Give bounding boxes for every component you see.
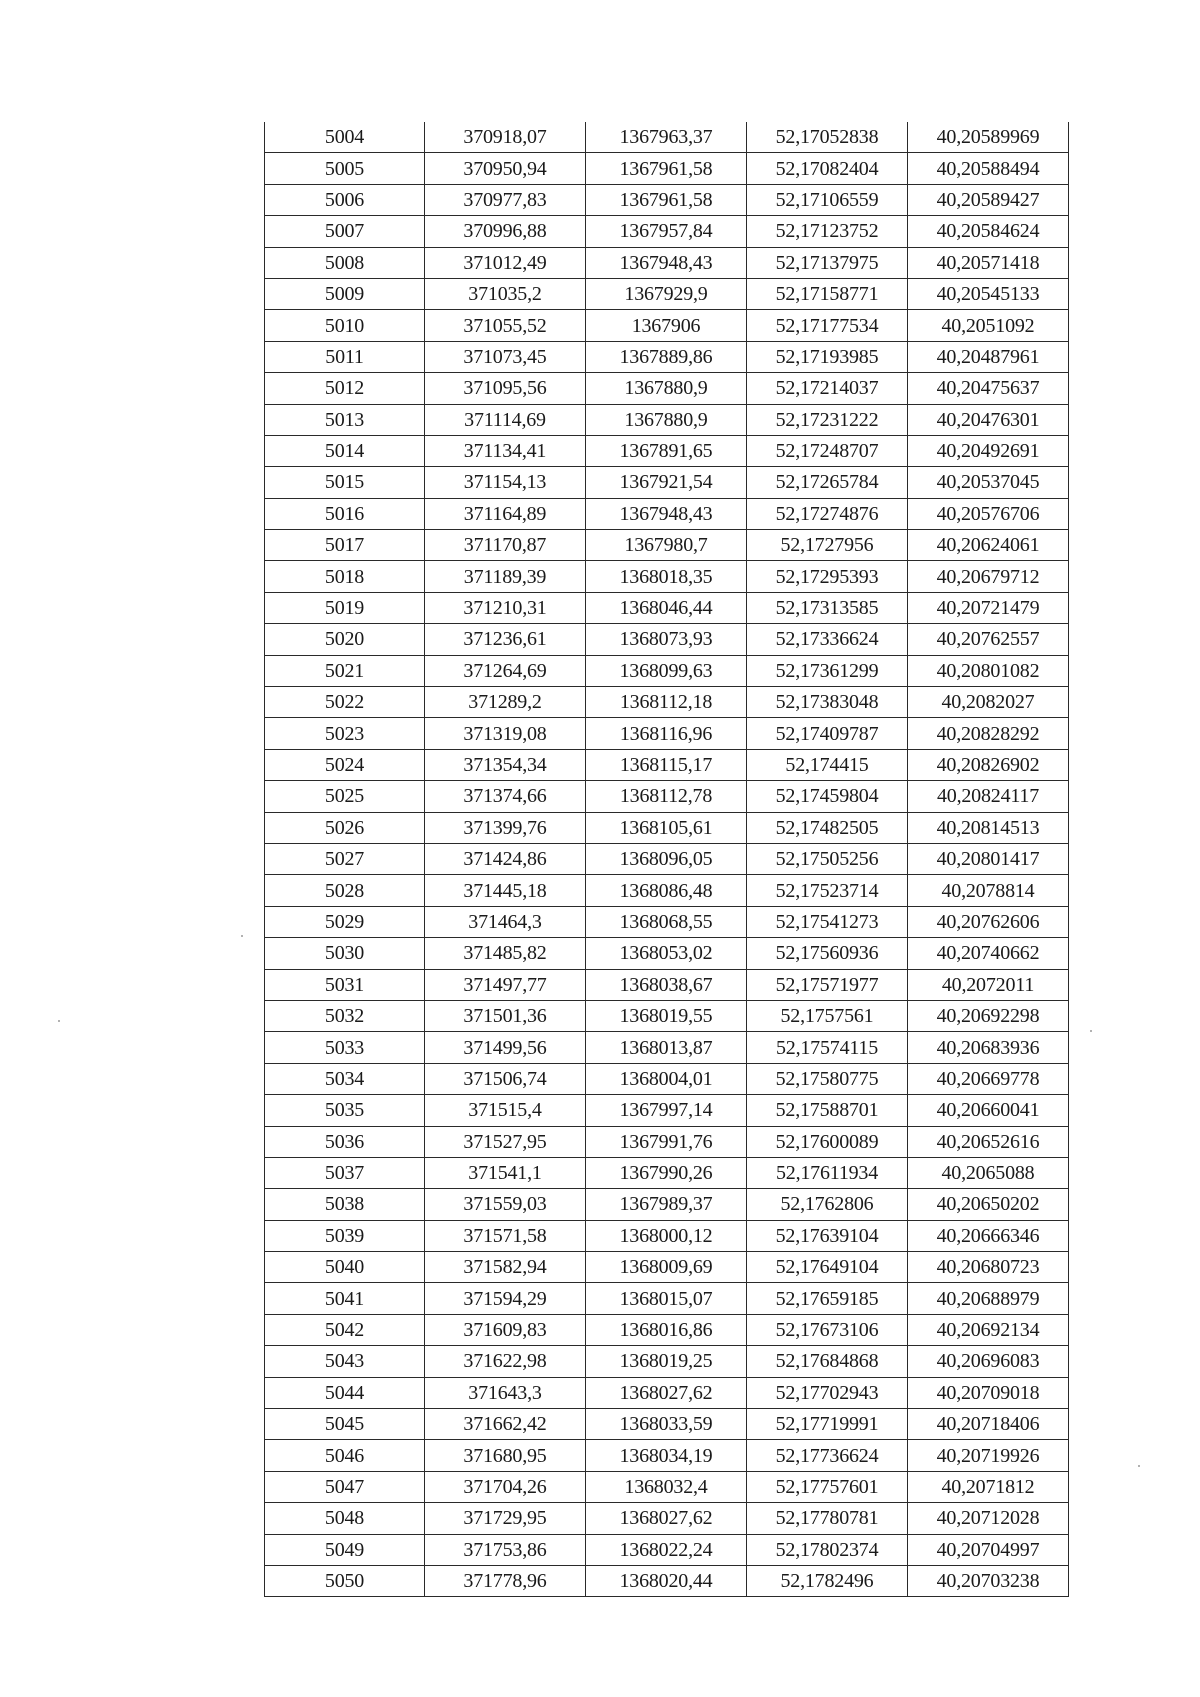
table-row [265, 843, 1069, 874]
y-coordinate-cell: 1367961,58 [586, 184, 747, 215]
x-coordinate-cell: 371012,49 [425, 247, 586, 278]
y-coordinate-cell: 1368019,55 [586, 1000, 747, 1031]
table-row [265, 592, 1069, 623]
latitude-cell: 52,1782496 [747, 1565, 908, 1596]
x-coordinate-cell: 371464,3 [425, 906, 586, 937]
latitude-cell: 52,17383048 [747, 687, 908, 718]
table-row [265, 969, 1069, 1000]
point-number-cell: 5035 [265, 1095, 425, 1126]
x-coordinate-cell: 371704,26 [425, 1471, 586, 1502]
latitude-cell: 52,174415 [747, 749, 908, 780]
point-number-cell: 5028 [265, 875, 425, 906]
table-row [265, 530, 1069, 561]
table-row [265, 1189, 1069, 1220]
point-number-cell: 5050 [265, 1565, 425, 1596]
y-coordinate-cell: 1368019,25 [586, 1346, 747, 1377]
y-coordinate-cell: 1368116,96 [586, 718, 747, 749]
latitude-cell: 52,17482505 [747, 812, 908, 843]
longitude-cell: 40,20826902 [908, 749, 1069, 780]
latitude-cell: 52,17780781 [747, 1503, 908, 1534]
latitude-cell: 52,17248707 [747, 435, 908, 466]
x-coordinate-cell: 371399,76 [425, 812, 586, 843]
longitude-cell: 40,20719926 [908, 1440, 1069, 1471]
y-coordinate-cell: 1368086,48 [586, 875, 747, 906]
x-coordinate-cell: 371264,69 [425, 655, 586, 686]
x-coordinate-cell: 370977,83 [425, 184, 586, 215]
longitude-cell: 40,20475637 [908, 373, 1069, 404]
y-coordinate-cell: 1368099,63 [586, 655, 747, 686]
point-number-cell: 5006 [265, 184, 425, 215]
latitude-cell: 52,17684868 [747, 1346, 908, 1377]
point-number-cell: 5032 [265, 1000, 425, 1031]
scan-speck [1090, 1030, 1092, 1032]
point-number-cell: 5015 [265, 467, 425, 498]
longitude-cell: 40,20492691 [908, 435, 1069, 466]
longitude-cell: 40,20589427 [908, 184, 1069, 215]
point-number-cell: 5049 [265, 1534, 425, 1565]
latitude-cell: 52,17409787 [747, 718, 908, 749]
latitude-cell: 52,17082404 [747, 153, 908, 184]
y-coordinate-cell: 1367989,37 [586, 1189, 747, 1220]
y-coordinate-cell: 1367891,65 [586, 435, 747, 466]
x-coordinate-cell: 371497,77 [425, 969, 586, 1000]
longitude-cell: 40,20696083 [908, 1346, 1069, 1377]
x-coordinate-cell: 371527,95 [425, 1126, 586, 1157]
x-coordinate-cell: 371609,83 [425, 1314, 586, 1345]
longitude-cell: 40,20669778 [908, 1063, 1069, 1094]
longitude-cell: 40,20704997 [908, 1534, 1069, 1565]
y-coordinate-cell: 1367957,84 [586, 216, 747, 247]
longitude-cell: 40,20487961 [908, 341, 1069, 372]
longitude-cell: 40,20762557 [908, 624, 1069, 655]
table-row [265, 310, 1069, 341]
x-coordinate-cell: 371485,82 [425, 938, 586, 969]
point-number-cell: 5018 [265, 561, 425, 592]
table-row [265, 1377, 1069, 1408]
y-coordinate-cell: 1367880,9 [586, 373, 747, 404]
latitude-cell: 52,17600089 [747, 1126, 908, 1157]
table-row [265, 749, 1069, 780]
table-row [265, 1126, 1069, 1157]
longitude-cell: 40,20709018 [908, 1377, 1069, 1408]
y-coordinate-cell: 1368068,55 [586, 906, 747, 937]
longitude-cell: 40,2051092 [908, 310, 1069, 341]
latitude-cell: 52,17757601 [747, 1471, 908, 1502]
latitude-cell: 52,17523714 [747, 875, 908, 906]
y-coordinate-cell: 1368032,4 [586, 1471, 747, 1502]
latitude-cell: 52,1727956 [747, 530, 908, 561]
latitude-cell: 52,17571977 [747, 969, 908, 1000]
y-coordinate-cell: 1368115,17 [586, 749, 747, 780]
table-row [265, 1220, 1069, 1251]
point-number-cell: 5012 [265, 373, 425, 404]
y-coordinate-cell: 1368000,12 [586, 1220, 747, 1251]
latitude-cell: 52,17505256 [747, 843, 908, 874]
point-number-cell: 5044 [265, 1377, 425, 1408]
point-number-cell: 5041 [265, 1283, 425, 1314]
latitude-cell: 52,1762806 [747, 1189, 908, 1220]
coordinates-table [264, 122, 1069, 1597]
latitude-cell: 52,17611934 [747, 1157, 908, 1188]
x-coordinate-cell: 371154,13 [425, 467, 586, 498]
latitude-cell: 52,17580775 [747, 1063, 908, 1094]
point-number-cell: 5027 [265, 843, 425, 874]
table-row [265, 1471, 1069, 1502]
latitude-cell: 52,17802374 [747, 1534, 908, 1565]
y-coordinate-cell: 1367948,43 [586, 247, 747, 278]
point-number-cell: 5031 [265, 969, 425, 1000]
latitude-cell: 52,17702943 [747, 1377, 908, 1408]
x-coordinate-cell: 371680,95 [425, 1440, 586, 1471]
latitude-cell: 52,17123752 [747, 216, 908, 247]
table-row [265, 467, 1069, 498]
x-coordinate-cell: 371515,4 [425, 1095, 586, 1126]
x-coordinate-cell: 371506,74 [425, 1063, 586, 1094]
longitude-cell: 40,20545133 [908, 278, 1069, 309]
point-number-cell: 5005 [265, 153, 425, 184]
y-coordinate-cell: 1367921,54 [586, 467, 747, 498]
point-number-cell: 5014 [265, 435, 425, 466]
latitude-cell: 52,17659185 [747, 1283, 908, 1314]
longitude-cell: 40,20650202 [908, 1189, 1069, 1220]
table-row [265, 687, 1069, 718]
table-row [265, 1157, 1069, 1188]
table-row [265, 718, 1069, 749]
x-coordinate-cell: 371424,86 [425, 843, 586, 874]
point-number-cell: 5042 [265, 1314, 425, 1345]
longitude-cell: 40,20571418 [908, 247, 1069, 278]
latitude-cell: 52,17313585 [747, 592, 908, 623]
y-coordinate-cell: 1367906 [586, 310, 747, 341]
point-number-cell: 5029 [265, 906, 425, 937]
point-number-cell: 5009 [265, 278, 425, 309]
latitude-cell: 52,17574115 [747, 1032, 908, 1063]
longitude-cell: 40,2078814 [908, 875, 1069, 906]
x-coordinate-cell: 371354,34 [425, 749, 586, 780]
coordinates-table-body [265, 122, 1069, 1597]
longitude-cell: 40,20660041 [908, 1095, 1069, 1126]
longitude-cell: 40,20801417 [908, 843, 1069, 874]
longitude-cell: 40,20828292 [908, 718, 1069, 749]
longitude-cell: 40,20824117 [908, 781, 1069, 812]
table-row [265, 435, 1069, 466]
scan-speck [58, 1020, 60, 1022]
y-coordinate-cell: 1368096,05 [586, 843, 747, 874]
table-row [265, 655, 1069, 686]
x-coordinate-cell: 370996,88 [425, 216, 586, 247]
x-coordinate-cell: 371236,61 [425, 624, 586, 655]
table-row [265, 1095, 1069, 1126]
y-coordinate-cell: 1368016,86 [586, 1314, 747, 1345]
point-number-cell: 5034 [265, 1063, 425, 1094]
table-row [265, 1000, 1069, 1031]
table-row [265, 216, 1069, 247]
y-coordinate-cell: 1368022,24 [586, 1534, 747, 1565]
x-coordinate-cell: 371753,86 [425, 1534, 586, 1565]
y-coordinate-cell: 1368020,44 [586, 1565, 747, 1596]
point-number-cell: 5043 [265, 1346, 425, 1377]
table-row [265, 906, 1069, 937]
y-coordinate-cell: 1367929,9 [586, 278, 747, 309]
x-coordinate-cell: 371643,3 [425, 1377, 586, 1408]
latitude-cell: 52,17639104 [747, 1220, 908, 1251]
longitude-cell: 40,20692134 [908, 1314, 1069, 1345]
latitude-cell: 52,17361299 [747, 655, 908, 686]
table-row [265, 1346, 1069, 1377]
x-coordinate-cell: 371622,98 [425, 1346, 586, 1377]
x-coordinate-cell: 371729,95 [425, 1503, 586, 1534]
point-number-cell: 5033 [265, 1032, 425, 1063]
longitude-cell: 40,20652616 [908, 1126, 1069, 1157]
y-coordinate-cell: 1368046,44 [586, 592, 747, 623]
table-row [265, 247, 1069, 278]
latitude-cell: 52,17336624 [747, 624, 908, 655]
y-coordinate-cell: 1368053,02 [586, 938, 747, 969]
table-row [265, 624, 1069, 655]
x-coordinate-cell: 371170,87 [425, 530, 586, 561]
point-number-cell: 5020 [265, 624, 425, 655]
x-coordinate-cell: 371594,29 [425, 1283, 586, 1314]
table-row [265, 278, 1069, 309]
latitude-cell: 52,17106559 [747, 184, 908, 215]
table-row [265, 561, 1069, 592]
longitude-cell: 40,20666346 [908, 1220, 1069, 1251]
latitude-cell: 52,17052838 [747, 122, 908, 153]
longitude-cell: 40,20624061 [908, 530, 1069, 561]
table-row [265, 153, 1069, 184]
table-row [265, 373, 1069, 404]
table-row [265, 122, 1069, 153]
x-coordinate-cell: 371289,2 [425, 687, 586, 718]
point-number-cell: 5013 [265, 404, 425, 435]
longitude-cell: 40,20801082 [908, 655, 1069, 686]
longitude-cell: 40,20679712 [908, 561, 1069, 592]
point-number-cell: 5047 [265, 1471, 425, 1502]
longitude-cell: 40,20589969 [908, 122, 1069, 153]
y-coordinate-cell: 1367991,76 [586, 1126, 747, 1157]
latitude-cell: 52,17736624 [747, 1440, 908, 1471]
x-coordinate-cell: 371662,42 [425, 1409, 586, 1440]
latitude-cell: 52,17295393 [747, 561, 908, 592]
y-coordinate-cell: 1368112,18 [586, 687, 747, 718]
table-row [265, 781, 1069, 812]
table-row [265, 1503, 1069, 1534]
table-row [265, 1565, 1069, 1596]
table-row [265, 1409, 1069, 1440]
x-coordinate-cell: 370918,07 [425, 122, 586, 153]
table-row [265, 1440, 1069, 1471]
latitude-cell: 52,17137975 [747, 247, 908, 278]
longitude-cell: 40,20576706 [908, 498, 1069, 529]
longitude-cell: 40,20683936 [908, 1032, 1069, 1063]
x-coordinate-cell: 371559,03 [425, 1189, 586, 1220]
x-coordinate-cell: 371134,41 [425, 435, 586, 466]
y-coordinate-cell: 1367980,7 [586, 530, 747, 561]
latitude-cell: 52,17673106 [747, 1314, 908, 1345]
point-number-cell: 5016 [265, 498, 425, 529]
table-row [265, 1063, 1069, 1094]
latitude-cell: 52,17231222 [747, 404, 908, 435]
latitude-cell: 52,17214037 [747, 373, 908, 404]
x-coordinate-cell: 371501,36 [425, 1000, 586, 1031]
y-coordinate-cell: 1368015,07 [586, 1283, 747, 1314]
x-coordinate-cell: 371164,89 [425, 498, 586, 529]
table-row [265, 1314, 1069, 1345]
point-number-cell: 5030 [265, 938, 425, 969]
y-coordinate-cell: 1367889,86 [586, 341, 747, 372]
x-coordinate-cell: 371319,08 [425, 718, 586, 749]
y-coordinate-cell: 1368034,19 [586, 1440, 747, 1471]
latitude-cell: 52,17158771 [747, 278, 908, 309]
point-number-cell: 5037 [265, 1157, 425, 1188]
y-coordinate-cell: 1368073,93 [586, 624, 747, 655]
point-number-cell: 5039 [265, 1220, 425, 1251]
point-number-cell: 5007 [265, 216, 425, 247]
latitude-cell: 52,17541273 [747, 906, 908, 937]
point-number-cell: 5008 [265, 247, 425, 278]
table-row [265, 1252, 1069, 1283]
x-coordinate-cell: 371499,56 [425, 1032, 586, 1063]
y-coordinate-cell: 1368105,61 [586, 812, 747, 843]
latitude-cell: 52,1757561 [747, 1000, 908, 1031]
x-coordinate-cell: 371035,2 [425, 278, 586, 309]
longitude-cell: 40,2082027 [908, 687, 1069, 718]
point-number-cell: 5026 [265, 812, 425, 843]
latitude-cell: 52,17177534 [747, 310, 908, 341]
longitude-cell: 40,2072011 [908, 969, 1069, 1000]
point-number-cell: 5011 [265, 341, 425, 372]
point-number-cell: 5021 [265, 655, 425, 686]
point-number-cell: 5048 [265, 1503, 425, 1534]
point-number-cell: 5036 [265, 1126, 425, 1157]
y-coordinate-cell: 1368027,62 [586, 1377, 747, 1408]
table-row [265, 1283, 1069, 1314]
table-row [265, 812, 1069, 843]
y-coordinate-cell: 1367963,37 [586, 122, 747, 153]
y-coordinate-cell: 1368018,35 [586, 561, 747, 592]
y-coordinate-cell: 1368013,87 [586, 1032, 747, 1063]
point-number-cell: 5045 [265, 1409, 425, 1440]
longitude-cell: 40,20740662 [908, 938, 1069, 969]
longitude-cell: 40,2071812 [908, 1471, 1069, 1502]
point-number-cell: 5004 [265, 122, 425, 153]
y-coordinate-cell: 1368038,67 [586, 969, 747, 1000]
x-coordinate-cell: 371571,58 [425, 1220, 586, 1251]
latitude-cell: 52,17719991 [747, 1409, 908, 1440]
x-coordinate-cell: 370950,94 [425, 153, 586, 184]
scan-speck [241, 935, 243, 937]
y-coordinate-cell: 1368009,69 [586, 1252, 747, 1283]
point-number-cell: 5023 [265, 718, 425, 749]
table-row [265, 1534, 1069, 1565]
longitude-cell: 40,20692298 [908, 1000, 1069, 1031]
x-coordinate-cell: 371374,66 [425, 781, 586, 812]
latitude-cell: 52,17265784 [747, 467, 908, 498]
x-coordinate-cell: 371445,18 [425, 875, 586, 906]
longitude-cell: 40,20688979 [908, 1283, 1069, 1314]
latitude-cell: 52,17459804 [747, 781, 908, 812]
latitude-cell: 52,17193985 [747, 341, 908, 372]
y-coordinate-cell: 1368004,01 [586, 1063, 747, 1094]
longitude-cell: 40,20762606 [908, 906, 1069, 937]
y-coordinate-cell: 1367997,14 [586, 1095, 747, 1126]
table-row [265, 498, 1069, 529]
table-row [265, 875, 1069, 906]
point-number-cell: 5025 [265, 781, 425, 812]
x-coordinate-cell: 371189,39 [425, 561, 586, 592]
longitude-cell: 40,20814513 [908, 812, 1069, 843]
y-coordinate-cell: 1367948,43 [586, 498, 747, 529]
y-coordinate-cell: 1367961,58 [586, 153, 747, 184]
longitude-cell: 40,2065088 [908, 1157, 1069, 1188]
longitude-cell: 40,20680723 [908, 1252, 1069, 1283]
point-number-cell: 5024 [265, 749, 425, 780]
table-row [265, 938, 1069, 969]
x-coordinate-cell: 371778,96 [425, 1565, 586, 1596]
latitude-cell: 52,17588701 [747, 1095, 908, 1126]
x-coordinate-cell: 371541,1 [425, 1157, 586, 1188]
x-coordinate-cell: 371073,45 [425, 341, 586, 372]
table-row [265, 341, 1069, 372]
point-number-cell: 5022 [265, 687, 425, 718]
x-coordinate-cell: 371055,52 [425, 310, 586, 341]
latitude-cell: 52,17560936 [747, 938, 908, 969]
x-coordinate-cell: 371095,56 [425, 373, 586, 404]
y-coordinate-cell: 1367880,9 [586, 404, 747, 435]
y-coordinate-cell: 1368033,59 [586, 1409, 747, 1440]
table-row [265, 1032, 1069, 1063]
point-number-cell: 5010 [265, 310, 425, 341]
point-number-cell: 5038 [265, 1189, 425, 1220]
x-coordinate-cell: 371114,69 [425, 404, 586, 435]
longitude-cell: 40,20584624 [908, 216, 1069, 247]
scan-speck [1138, 1465, 1140, 1467]
point-number-cell: 5040 [265, 1252, 425, 1283]
point-number-cell: 5017 [265, 530, 425, 561]
x-coordinate-cell: 371582,94 [425, 1252, 586, 1283]
longitude-cell: 40,20537045 [908, 467, 1069, 498]
longitude-cell: 40,20721479 [908, 592, 1069, 623]
point-number-cell: 5019 [265, 592, 425, 623]
y-coordinate-cell: 1368112,78 [586, 781, 747, 812]
longitude-cell: 40,20476301 [908, 404, 1069, 435]
point-number-cell: 5046 [265, 1440, 425, 1471]
table-row [265, 404, 1069, 435]
y-coordinate-cell: 1367990,26 [586, 1157, 747, 1188]
longitude-cell: 40,20588494 [908, 153, 1069, 184]
longitude-cell: 40,20712028 [908, 1503, 1069, 1534]
latitude-cell: 52,17274876 [747, 498, 908, 529]
table-row [265, 184, 1069, 215]
y-coordinate-cell: 1368027,62 [586, 1503, 747, 1534]
x-coordinate-cell: 371210,31 [425, 592, 586, 623]
longitude-cell: 40,20718406 [908, 1409, 1069, 1440]
longitude-cell: 40,20703238 [908, 1565, 1069, 1596]
latitude-cell: 52,17649104 [747, 1252, 908, 1283]
